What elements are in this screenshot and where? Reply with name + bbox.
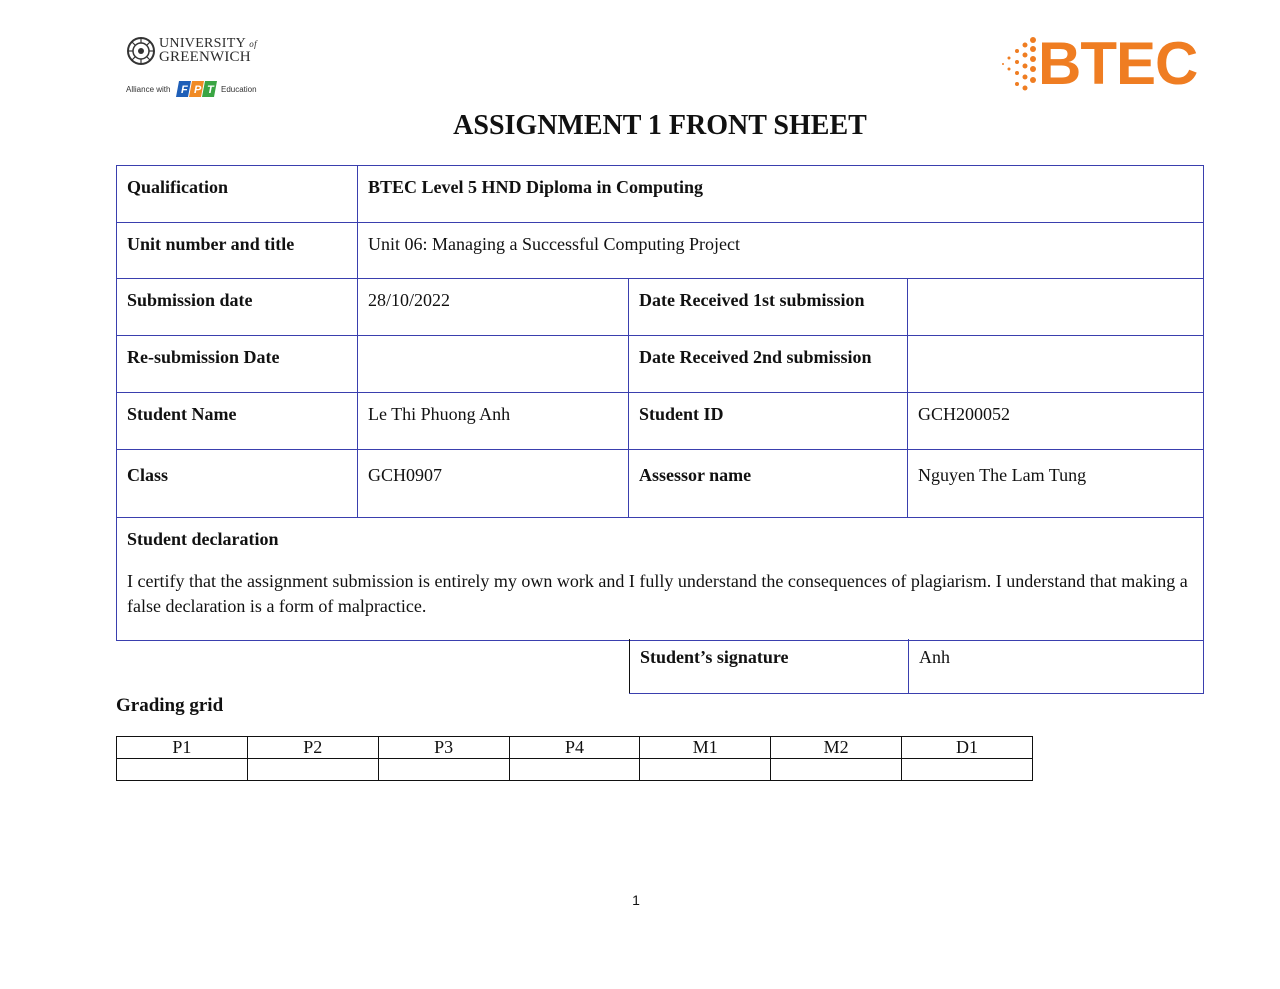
- fpt-letter-p: P: [194, 84, 202, 96]
- date-received-1-label: Date Received 1st submission: [629, 279, 908, 336]
- student-name-label: Student Name: [117, 393, 358, 450]
- page-title: ASSIGNMENT 1 FRONT SHEET: [453, 110, 867, 141]
- grade-cell-p2: [247, 759, 378, 781]
- submission-date-label: Submission date: [117, 279, 358, 336]
- fpt-letter-f: F: [181, 84, 188, 96]
- date-received-2-label: Date Received 2nd submission: [629, 336, 908, 393]
- qualification-row: [117, 166, 1204, 223]
- grade-cell-m2: [771, 759, 902, 781]
- qualification-label: Qualification: [117, 166, 358, 223]
- declaration-heading: Student declaration: [127, 529, 279, 549]
- date-received-2-value: [908, 336, 1204, 393]
- grade-header-p2: P2: [247, 737, 378, 759]
- student-id-value: GCH200052: [908, 393, 1204, 450]
- grading-grid-title: Grading grid: [116, 695, 224, 716]
- grade-cell-p4: [509, 759, 640, 781]
- student-name-value: Le Thi Phuong Anh: [358, 393, 629, 450]
- signature-label: Student’s signature: [630, 639, 909, 694]
- class-row: [117, 450, 1204, 518]
- grading-header-row: [117, 737, 1033, 759]
- resubmission-row: [117, 336, 1204, 393]
- student-declaration: [117, 518, 1204, 641]
- declaration-row: [117, 518, 1204, 641]
- assessor-name-label: Assessor name: [629, 450, 908, 518]
- grade-cell-m1: [640, 759, 771, 781]
- class-value: GCH0907: [358, 450, 629, 518]
- btec-dots-icon: [1000, 36, 1040, 96]
- university-crest-icon: [126, 36, 156, 66]
- page-number: 1: [632, 892, 640, 908]
- grading-value-row: [117, 759, 1033, 781]
- unit-label: Unit number and title: [117, 223, 358, 279]
- university-of-greenwich-logo: [126, 36, 261, 102]
- signature-row: [630, 639, 1204, 694]
- grading-grid: [116, 736, 1033, 781]
- student-id-label: Student ID: [629, 393, 908, 450]
- class-label: Class: [117, 450, 358, 518]
- submission-row: [117, 279, 1204, 336]
- student-row: [117, 393, 1204, 450]
- grade-cell-p1: [117, 759, 248, 781]
- grade-header-p4: P4: [509, 737, 640, 759]
- unit-row: [117, 223, 1204, 279]
- grade-cell-d1: [902, 759, 1033, 781]
- grade-header-p3: P3: [378, 737, 509, 759]
- grade-header-p1: P1: [117, 737, 248, 759]
- btec-wordmark: BTEC: [1038, 30, 1198, 97]
- university-name-line2: GREENWICH: [159, 49, 251, 65]
- date-received-1-value: [908, 279, 1204, 336]
- university-name-line1: UNIVERSITY of: [159, 36, 257, 51]
- declaration-text: I certify that the assignment submission is entirely my own work and I fully understand the consequences of plagiarism. I understand that making a false declaration is a form of malpractice.: [127, 571, 1188, 616]
- signature-value: Anh: [909, 639, 1204, 694]
- submission-date-value: 28/10/2022: [358, 279, 629, 336]
- signature-table: [629, 639, 1204, 694]
- btec-logo: [1000, 30, 1198, 98]
- fpt-logo-icon: [176, 80, 220, 98]
- grade-header-d1: D1: [902, 737, 1033, 759]
- grade-header-m1: M1: [640, 737, 771, 759]
- resubmission-date-label: Re-submission Date: [117, 336, 358, 393]
- qualification-value: BTEC Level 5 HND Diploma in Computing: [358, 166, 1204, 223]
- unit-value: Unit 06: Managing a Successful Computing Project: [358, 223, 1204, 279]
- resubmission-date-value: [358, 336, 629, 393]
- alliance-text: Alliance with: [126, 85, 171, 94]
- assessor-name-value: Nguyen The Lam Tung: [908, 450, 1204, 518]
- fpt-letter-t: T: [207, 84, 214, 96]
- grade-header-m2: M2: [771, 737, 902, 759]
- grade-cell-p3: [378, 759, 509, 781]
- education-text: Education: [221, 85, 257, 94]
- front-sheet-table: [116, 165, 1204, 641]
